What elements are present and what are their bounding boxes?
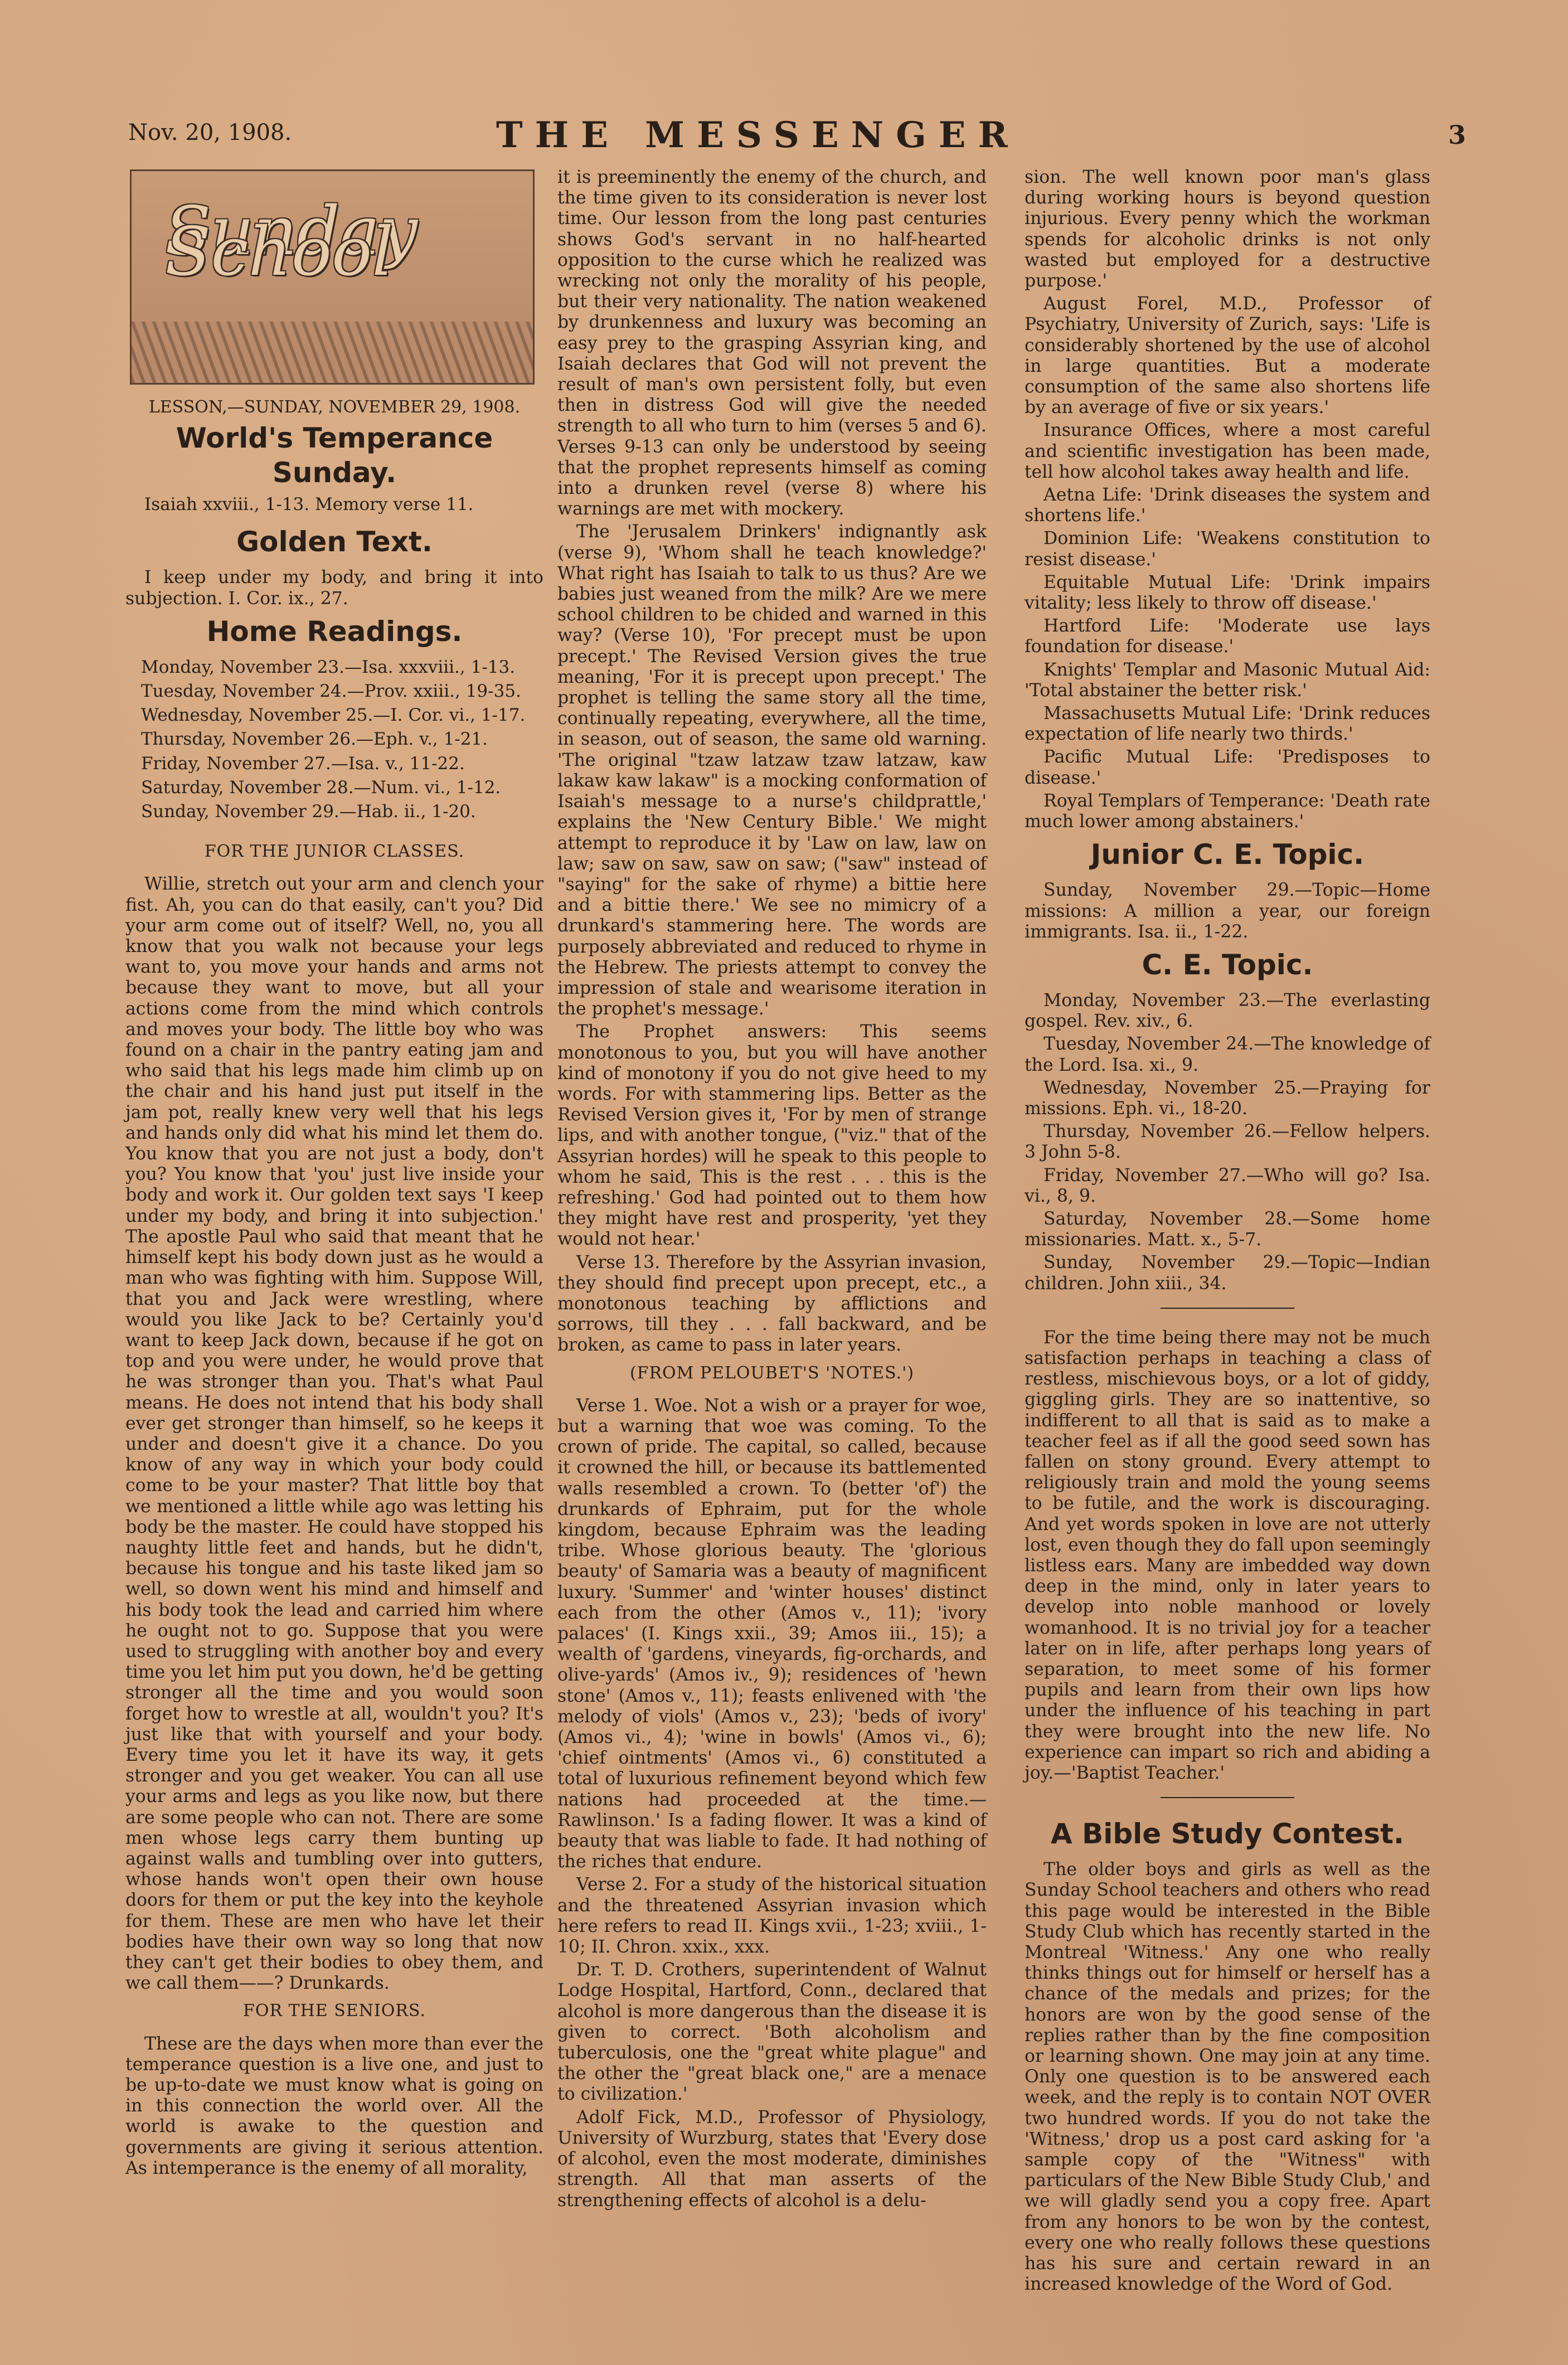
ce-item: Thursday, November 26.—Fellow helpers. 3 John 5-8. <box>1025 1121 1430 1163</box>
junior-ce-heading: Junior C. E. Topic. <box>1090 838 1365 871</box>
reading-item: Tuesday, November 24.—Prov. xxiii., 19-35. <box>141 681 521 702</box>
scripture-reference: Isaiah xxviii., 1-13. Memory verse 11. <box>144 494 474 515</box>
reading-item: Sunday, November 29.—Hab. ii., 1-20. <box>141 802 476 822</box>
ce-item: Wednesday, November 25.—Praying for missions. Eph. vi., 18-20. <box>1025 1077 1430 1119</box>
reading-item: Monday, November 23.—Isa. xxxviii., 1-13. <box>141 657 516 677</box>
paragraph: Insurance Offices, where a most careful and scientific investigation has been made, tell how alcohol takes away health and life. <box>1025 420 1430 482</box>
reading-item: Wednesday, November 25.—I. Cor. vi., 1-17. <box>141 705 526 726</box>
insurer-quote: Dominion Life: 'Weakens constitution to resist disease.' <box>1025 528 1430 570</box>
issue-date: Nov. 20, 1908. <box>128 120 292 145</box>
column-3 <box>1025 167 1430 2297</box>
home-readings-list <box>125 657 543 822</box>
insurer-quote: Hartford Life: 'Moderate use lays foundation for disease.' <box>1025 616 1430 657</box>
seniors-heading: FOR THE SENIORS. <box>243 2001 426 2021</box>
insurer-quote: Massachusetts Mutual Life: 'Drink reduces expectation of life nearly two thirds.' <box>1025 703 1430 745</box>
paragraph: Dr. T. D. Crothers, superintendent of Walnut Lodge Hospital, Hartford, Conn., declared that alcohol is more dangerous than the disease it is given to correct. 'Both alcoholism and tuberculosis, one the "great white plague" and the other the "great black one," are a menace to civilization.' <box>557 1960 987 2105</box>
newspaper-title: THE MESSENGER <box>496 114 1020 156</box>
ce-item: Sunday, November 29.—Topic—Indian children. John xiii., 34. <box>1025 1252 1430 1294</box>
ce-topic-heading: C. E. Topic. <box>1142 948 1313 981</box>
floral-decoration-icon <box>132 322 533 383</box>
home-readings-heading: Home Readings. <box>206 615 463 648</box>
golden-text-heading: Golden Text. <box>236 526 433 559</box>
paragraph: Verse 13. Therefore by the Assyrian invasion, they should find precept upon precept, etc., a monotonous teaching by afflictions and sorrows, till they . . . fall backward, and be broken, as came to pass in later years. <box>557 1252 987 1356</box>
bible-contest-heading: A Bible Study Contest. <box>1050 1818 1404 1851</box>
banner-lettering: Sunday School <box>165 193 418 292</box>
insurer-quote: Royal Templars of Temperance: 'Death rate much lower among abstainers.' <box>1025 790 1430 832</box>
insurer-quote: Pacific Mutual Life: 'Predisposes to disease.' <box>1025 747 1430 788</box>
insurer-quote: Aetna Life: 'Drink diseases the system and shortens life.' <box>1025 485 1430 526</box>
reading-item: Thursday, November 26.—Eph. v., 1-21. <box>141 729 488 750</box>
bible-contest-text: The older boys and girls as well as the Sunday School teachers and others who read this page would be interested in the Bible Study Club which has recently started in the Montreal 'Witness.' Any one who really thinks things out for himself or herself has a chance of the medals and prizes; for the honors are won by the good sense of the replies rather than by the fine composition or learning shown. One may join at any time. Only one question is to be answered each week, and the reply is to contain NOT OVER two hundred words. If you do not take the 'Witness,' drop us a post card asking for 'a sample copy of the "Witness" with particulars of the New Bible Study Club,' and we will gladly send you a copy free. Apart from any honors to be won by the contest, every one who really follows these questions has his sure and certain reward in an increased knowledge of the Word of God. <box>1025 1859 1430 2295</box>
paragraph: The Prophet answers: This seems monotonous to you, but you will have another kind of monotony if you do not give heed to my words. For with stammering lips. Better as the Revised Version gives it, 'For by men of strange lips, and with another tongue, ("viz." that of the Assyrian hordes) will he speak to this people to whom he said, This is the rest . . . this is the refreshing.' God had pointed out to them how they might have rest and prosperity, 'yet they would not hear.' <box>557 1022 987 1250</box>
column-2 <box>557 167 987 2213</box>
junior-classes-heading: FOR THE JUNIOR CLASSES. <box>204 842 465 862</box>
paragraph: Adolf Fick, M.D., Professor of Physiology, University of Wurzburg, states that 'Every dose of alcohol, even the most moderate, diminishes strength. All that man asserts of the strengthening effects of alcohol is a delu- <box>557 2107 987 2211</box>
insurer-quote: Equitable Mutual Life: 'Drink impairs vitality; less likely to throw off disease.' <box>1025 572 1430 614</box>
divider <box>1161 1308 1294 1309</box>
ce-item: Saturday, November 28.—Some home missionaries. Matt. x., 5-7. <box>1025 1208 1430 1250</box>
insurer-quote: Knights' Templar and Masonic Mutual Aid: 'Total abstainer the better risk.' <box>1025 659 1430 701</box>
paragraph: Verse 1. Woe. Not a wish or a prayer for woe, but a warning that woe was coming. To the crown of pride. The capital, so called, because it crowned the hill, or because its battlemented walls resembled a crown. To (better 'of') the drunkards of Ephraim, put for the whole kingdom, because Ephraim was the leading tribe. Whose glorious beauty. The 'glorious beauty' of Samaria was a beauty of magnificent luxury. 'Summer' and 'winter houses' distinct each from the other (Amos v., 11); 'ivory palaces' (I. Kings xxii., 39; Amos iii., 15); a wealth of 'gardens, vineyards, fig-orchards, and olive-yards' (Amos iv., 9); residences of 'hewn stone' (Amos v., 11); feasts enlivened with 'the melody of viols' (Amos v., 23); 'beds of ivory' (Amos vi., 4); 'wine in bowls' (Amos vi., 6); 'chief ointments' (Amos vi., 6) constituted a total of luxurious refinement beyond which few nations had proceeded at the time.—Rawlinson.' Is a fading flower. It was a kind of beauty that was liable to fade. It had nothing of the riches that endure. <box>557 1395 987 1872</box>
reading-item: Friday, November 27.—Isa. v., 11-22. <box>141 753 465 774</box>
seniors-text: These are the days when more than ever the temperance question is a live one, and just to be up-to-date we must know what is going on in this connection the world over. All the world is awake to the question and governments are giving it serious attention. As intemperance is the enemy of all morality, <box>125 2033 543 2178</box>
junior-ce-text: Sunday, November 29.—Topic—Home missions: A million a year, our foreign immigrants. Isa. ii., 1-22. <box>1025 880 1430 942</box>
ce-item: Friday, November 27.—Who will go? Isa. vi., 8, 9. <box>1025 1165 1430 1206</box>
sunday-school-banner <box>130 169 535 385</box>
golden-text: I keep under my body, and bring it into subjection. I. Cor. ix., 27. <box>125 567 543 609</box>
lesson-title: World's Temperance Sunday. <box>176 422 493 489</box>
paragraph: Verse 2. For a study of the historical situation and the threatened Assyrian invasion which here refers to read II. Kings xvii., 1-23; xviii., 1-10; II. Chron. xxix., xxx. <box>557 1874 987 1958</box>
masthead <box>128 114 1466 164</box>
paragraph: sion. The well known poor man's glass during working hours is beyond question injurious. Every penny which the workman spends for alcoholic drinks is not only wasted but employed for a destructive purpose.' <box>1025 167 1430 292</box>
junior-classes-text: Willie, stretch out your arm and clench your fist. Ah, you can do that easily, can't you? Did your arm come out of itself? Well, no, you all know that you walk not because your legs want to, you move your hands and arms not because they want to move, but all your actions come from the mind which controls and moves your body. The little boy who was found on a chair in the pantry eating jam and who said that his legs made him climb up on the chair and his hand just put itself in the jam pot, really knew very well that his legs and hands only did what his mind let them do. You know that you are not just a body, don't you? You know that 'you' just live inside your body and work it. Our golden text says 'I keep under my body, and bring it into subjection.' The apostle Paul who said that meant that he himself kept his body down just as he would a man who was fighting with him. Suppose Will, that you and Jack were wrestling, where would you like Jack to be? Certainly you'd want to keep Jack down, because if he got on top and you were under, he would prove that he was stronger than you. That's what Paul means. He does not intend that his body shall ever get stronger than himself, so he keeps it under and doesn't give it a chance. Do you know of any way in which your body could come to be your master? That little boy that we mentioned a little while ago was letting his body be the master. He could have stopped his naughty little feet and hands, but he didn't, because his tongue and his taste liked jam so well, so down went his mind and himself and his body took the lead and carried him where he ought not to go. Suppose that you were used to struggling with another boy and every time you let him put you down, he'd be getting stronger all the time and you would soon forget how to wrestle at all, wouldn't you? It's just like that with yourself and your body. Every time you let it have its way, it gets stronger and you get weaker. You can all use your arms and legs as you like now, but there are some people who can not. There are some men whose legs carry them bunting up against walls and tumbling over into gutters, whose hands won't open their own house doors for them or put the key into the keyhole for them. These are men who have let their bodies have their own way so long that now they can't get their bodies to obey them, and we call them——? Drunkards. <box>125 874 543 1994</box>
ce-item: Tuesday, November 24.—The knowledge of the Lord. Isa. xi., 9. <box>1025 1034 1430 1075</box>
lesson-date: LESSON,—SUNDAY, NOVEMBER 29, 1908. <box>148 397 521 417</box>
page-number: 3 <box>1448 120 1466 150</box>
teacher-text: For the time being there may not be much satisfaction perhaps in teaching a class of restless, mischievous boys, or a lot of giddy, giggling girls. They are so inattentive, so indifferent to all that is said as to make a teacher feel as if all the good seed sown has fallen on stony ground. Every attempt to religiously train and mold the young seems to be futile, and the work is discouraging. And yet words spoken in love are not utterly lost, even though they do fall upon seemingly listless ears. Many are imbedded way down deep in the mind, only in later years to develop into noble manhood or lovely womanhood. It is no trivial joy for a teacher later on in life, after perhaps long years of separation, to meet some of his former pupils and learn from their own lips how under the influence of his teaching in part they were brought into the new life. No experience can impart so rich and abiding a joy.—'Baptist Teacher.' <box>1025 1327 1430 1784</box>
peloubet-notes-heading: (FROM PELOUBET'S 'NOTES.') <box>629 1363 915 1383</box>
paragraph: August Forel, M.D., Professor of Psychiatry, University of Zurich, says: 'Life is considerably shortened by the use of alcohol in large quantities. But a moderate consumption of the same also shortens life by an average of five or six years.' <box>1025 294 1430 418</box>
column-1 <box>125 167 543 2181</box>
paragraph: it is preeminently the enemy of the church, and the time given to its consideration is never lost time. Our lesson from the long past centuries shows God's servant in no half-hearted opposition to the curse which he realized was wrecking not only the morality of his people, but their very nationality. The nation weakened by drunkenness and luxury was becoming an easy prey to the grasping Assyrian king, and Isaiah declares that God will not prevent the result of man's own persistent folly, but even then in distress God will give the needed strength to all who turn to him (verses 5 and 6). Verses 9-13 can only be understood by seeing that the prophet represents himself as coming into a drunken revel (verse 8) where his warnings are met with mockery. <box>557 167 987 519</box>
ce-item: Monday, November 23.—The everlasting gospel. Rev. xiv., 6. <box>1025 990 1430 1032</box>
divider <box>1161 1797 1294 1798</box>
reading-item: Saturday, November 28.—Num. vi., 1-12. <box>141 777 501 798</box>
paragraph: The 'Jerusalem Drinkers' indignantly ask (verse 9), 'Whom shall he teach knowledge?' What right has Isaiah to talk to us thus? Are we babies just weaned from the milk? Are we mere school children to be chided and warned in this way? (Verse 10), 'For precept must be upon precept.' The Revised Version gives the true meaning, 'For it is precept upon precept.' The prophet is telling the same story all the time, continually repeating, everywhere, all the time, in season, out of season, the same old warning. 'The original "tzaw latzaw tzaw latzaw, kaw lakaw kaw lakaw" is a mocking conformation of Isaiah's message to a nurse's childprattle,' explains the 'New Century Bible.' We might attempt to reproduce it by 'Law on law, law on law; saw on saw, saw on saw; ("saw" instead of "saying" for the sake of rhyme) a bittie here and a bittie there.' We see no mimicry of a drunkard's stammering here. The words are purposely abbreviated and reduced to rhyme in the Hebrew. The priests attempt to convey the impression of stale and wearisome iteration in the prophet's message.' <box>557 522 987 1019</box>
